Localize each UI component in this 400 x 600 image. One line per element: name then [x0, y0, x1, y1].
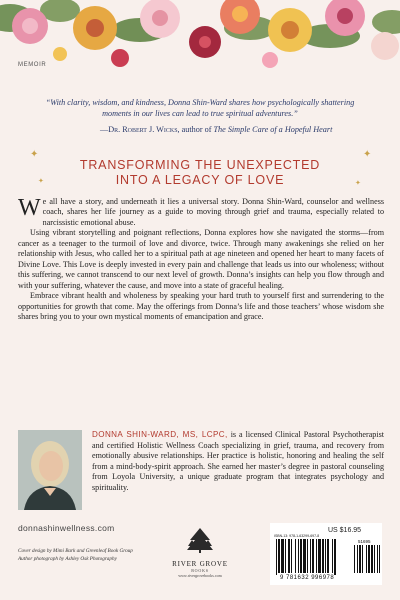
endorser-name: Dr. Robert J. Wicks [108, 125, 178, 134]
barcode-bar [318, 539, 321, 573]
barcode-bar [332, 539, 333, 573]
barcode-bar [359, 545, 361, 573]
endorser-book-title: The Simple Care of a Hopeful Heart [213, 125, 333, 134]
genre-label: MEMOIR [18, 62, 47, 68]
description-paragraph: Using vibrant storytelling and poignant reflections, Donna explores how she navigated the storms—from cancer as a teenager to the turmoil of love and divorce, twice. Through many awakenings she relied on her relationship with Jesus, who called her to a spiritual path at age nineteen and opened her heart to many facets of Divine Love. This Love is deeply invested in every pain and challenge that leads us into our wholeness; without this suffering, we cannot transcend to our next level of growth. Donna’s insights can help you flow through and with your suffering, whatever the cause, and move into a state of graceful healing. [18, 228, 384, 290]
book-description [18, 197, 384, 322]
barcode-bar [291, 539, 292, 573]
author-photo [18, 430, 82, 510]
barcode-bar [379, 545, 380, 573]
barcode-bar [357, 545, 358, 573]
cover-credit: Cover design by Mimi Bark and Greenleaf Book Group [18, 548, 133, 554]
bio-text: is a licensed Clinical Pastoral Psychotherapist and certified Holistic Wellness Coach specializing in grief, trauma, and recovery from emotionally abusive relationships. Her practice is holistic, honoring and healing the self from a mind-body-spirit approach. She earned her master’s degree in pastoral counseling from Loyola University, a unique graduate program that integrates psychology and spirituality. [92, 430, 384, 492]
barcode-bar [354, 545, 355, 573]
barcode-bar [327, 539, 329, 573]
barcode-bar [285, 539, 286, 573]
barcode-bar [322, 539, 324, 573]
publisher-logo [170, 526, 230, 578]
description-text: e all have a story, and underneath it lies a universal story. Donna Shin-Ward, counselor and wellness coach, shares her life journey as a guide to moving through grief and trauma, especially related to narcissistic emotional abuse. [42, 197, 384, 227]
price-addon: 51695 [358, 539, 371, 544]
barcode-bar [334, 539, 336, 575]
barcode-bar [325, 539, 326, 573]
barcode-bar [288, 539, 290, 573]
endorsement-attribution [100, 125, 390, 134]
sparkle-icon: ✦ [363, 149, 372, 160]
barcode-bar [312, 539, 314, 573]
publisher-sub: BOOKS [191, 568, 209, 573]
barcode-bar [307, 539, 308, 573]
drop-cap: W [18, 195, 41, 221]
description-paragraph [18, 197, 384, 228]
headline-line-1: TRANSFORMING THE UNEXPECTED [79, 158, 321, 172]
barcode-bar [310, 539, 311, 573]
barcode [270, 539, 382, 579]
floral-header-illustration [0, 0, 400, 80]
barcode-bar [298, 539, 299, 573]
publisher-name: RIVER GROVE [172, 560, 228, 568]
barcode-bar [377, 545, 378, 573]
attribution-dash: — [100, 125, 109, 134]
author-bio [92, 430, 384, 493]
sparkle-icon: ✦ [30, 149, 39, 160]
barcode-bar [303, 539, 306, 573]
attribution-connector: , author of [177, 125, 214, 134]
barcode-bar [281, 539, 284, 573]
barcode-block [270, 523, 382, 585]
tree-icon [180, 526, 220, 554]
barcode-bar [374, 545, 375, 573]
isbn-digits: 9 781632 996978 [280, 575, 335, 581]
price: US $16.95 [328, 527, 362, 534]
headline [40, 158, 360, 188]
barcode-bar [371, 545, 373, 573]
description-paragraph: Embrace vibrant health and wholeness by speaking your hard truth to yourself first and surrendering to the opportunities for growth that come. May the offerings from Donna’s life and those teachers’ whose wisdom she shares bring you to your own mystical moments of emancipation and grace. [18, 291, 384, 321]
barcode-bar [300, 539, 302, 573]
barcode-bar [295, 539, 296, 573]
barcode-bar [276, 539, 277, 575]
endorsement-quote: “With clarity, wisdom, and kindness, Donna Shin-Ward shares how psychologically shattering moments in our lives can lead to true spiritual adventures.” [45, 98, 355, 118]
author-name: DONNA SHIN-WARD, MS, LCPC, [92, 430, 228, 439]
sparkle-icon: ✦ [38, 177, 44, 185]
barcode-bar [278, 539, 280, 573]
author-website: donnashinwellness.com [18, 523, 115, 533]
photo-credit: Author photograph by Ashley Osk Photography [18, 556, 117, 562]
barcode-bar [316, 539, 317, 573]
barcode-bar [366, 545, 367, 573]
isbn-label: ISBN-13: 978-1-63299-697-8 [274, 534, 320, 538]
headline-line-2: INTO A LEGACY OF LOVE [115, 173, 285, 187]
barcode-bar [368, 545, 370, 573]
sparkle-icon: ✦ [355, 179, 361, 187]
credits [18, 547, 168, 563]
barcode-bar [362, 545, 363, 573]
publisher-url: www.rivergrovebooks.com [178, 573, 222, 578]
